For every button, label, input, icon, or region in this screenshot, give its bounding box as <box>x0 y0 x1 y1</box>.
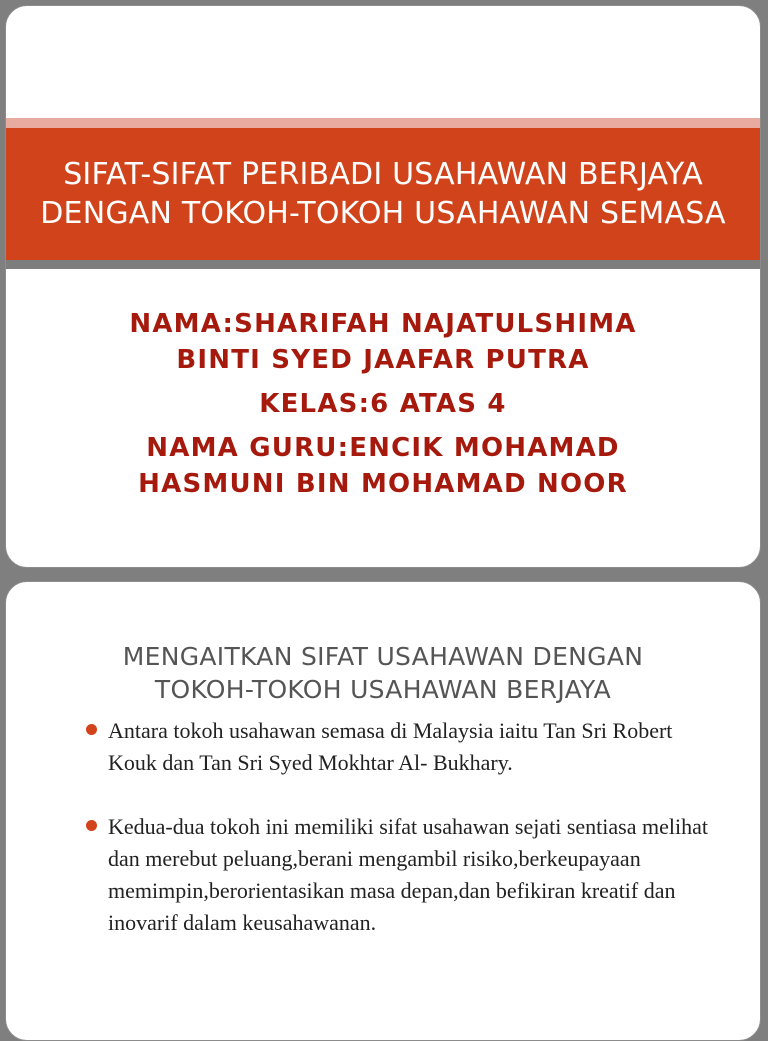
student-name-line-1: NAMA:SHARIFAH NAJATULSHIMA <box>129 309 637 339</box>
slide-2-heading-line-2: TOKOH-TOKOH USAHAWAN BERJAYA <box>154 675 612 704</box>
bullet-item <box>86 811 726 939</box>
teacher-name-line-2: HASMUNI BIN MOHAMAD NOOR <box>138 469 628 499</box>
title-top-stripe <box>6 118 760 128</box>
class-line: KELAS:6 ATAS 4 <box>259 389 507 419</box>
slide-2 <box>5 581 761 1041</box>
bullet-text: Kedua-dua tokoh ini memiliki sifat usahawan sejati sentiasa melihat dan merebut peluang,berani mengambil risiko,berkeupayaan memimpin,berorientasikan masa depan,dan befikiran kreatif dan inovarif dalam keusahawanan. <box>108 814 708 935</box>
slide-title: SIFAT-SIFAT PERIBADI USAHAWAN BERJAYA DENGAN TOKOH-TOKOH USAHAWAN SEMASA <box>40 157 726 231</box>
slide-2-heading-line-1: MENGAITKAN SIFAT USAHAWAN DENGAN <box>122 642 644 671</box>
title-band <box>6 128 760 260</box>
student-info <box>6 306 760 502</box>
bullet-text: Antara tokoh usahawan semasa di Malaysia iaitu Tan Sri Robert Kouk dan Tan Sri Syed Mokhtar Al- Bukhary. <box>108 718 673 775</box>
slide-2-heading <box>6 640 760 706</box>
bullet-item <box>86 715 726 779</box>
student-name-line-2: BINTI SYED JAAFAR PUTRA <box>176 345 590 375</box>
bullet-list <box>86 715 726 971</box>
bullet-dot-icon <box>86 820 97 831</box>
bullet-dot-icon <box>86 724 97 735</box>
teacher-name-line-1: NAMA GURU:ENCIK MOHAMAD <box>146 433 620 463</box>
slide-1 <box>5 5 761 568</box>
title-bottom-stripe <box>6 260 760 269</box>
